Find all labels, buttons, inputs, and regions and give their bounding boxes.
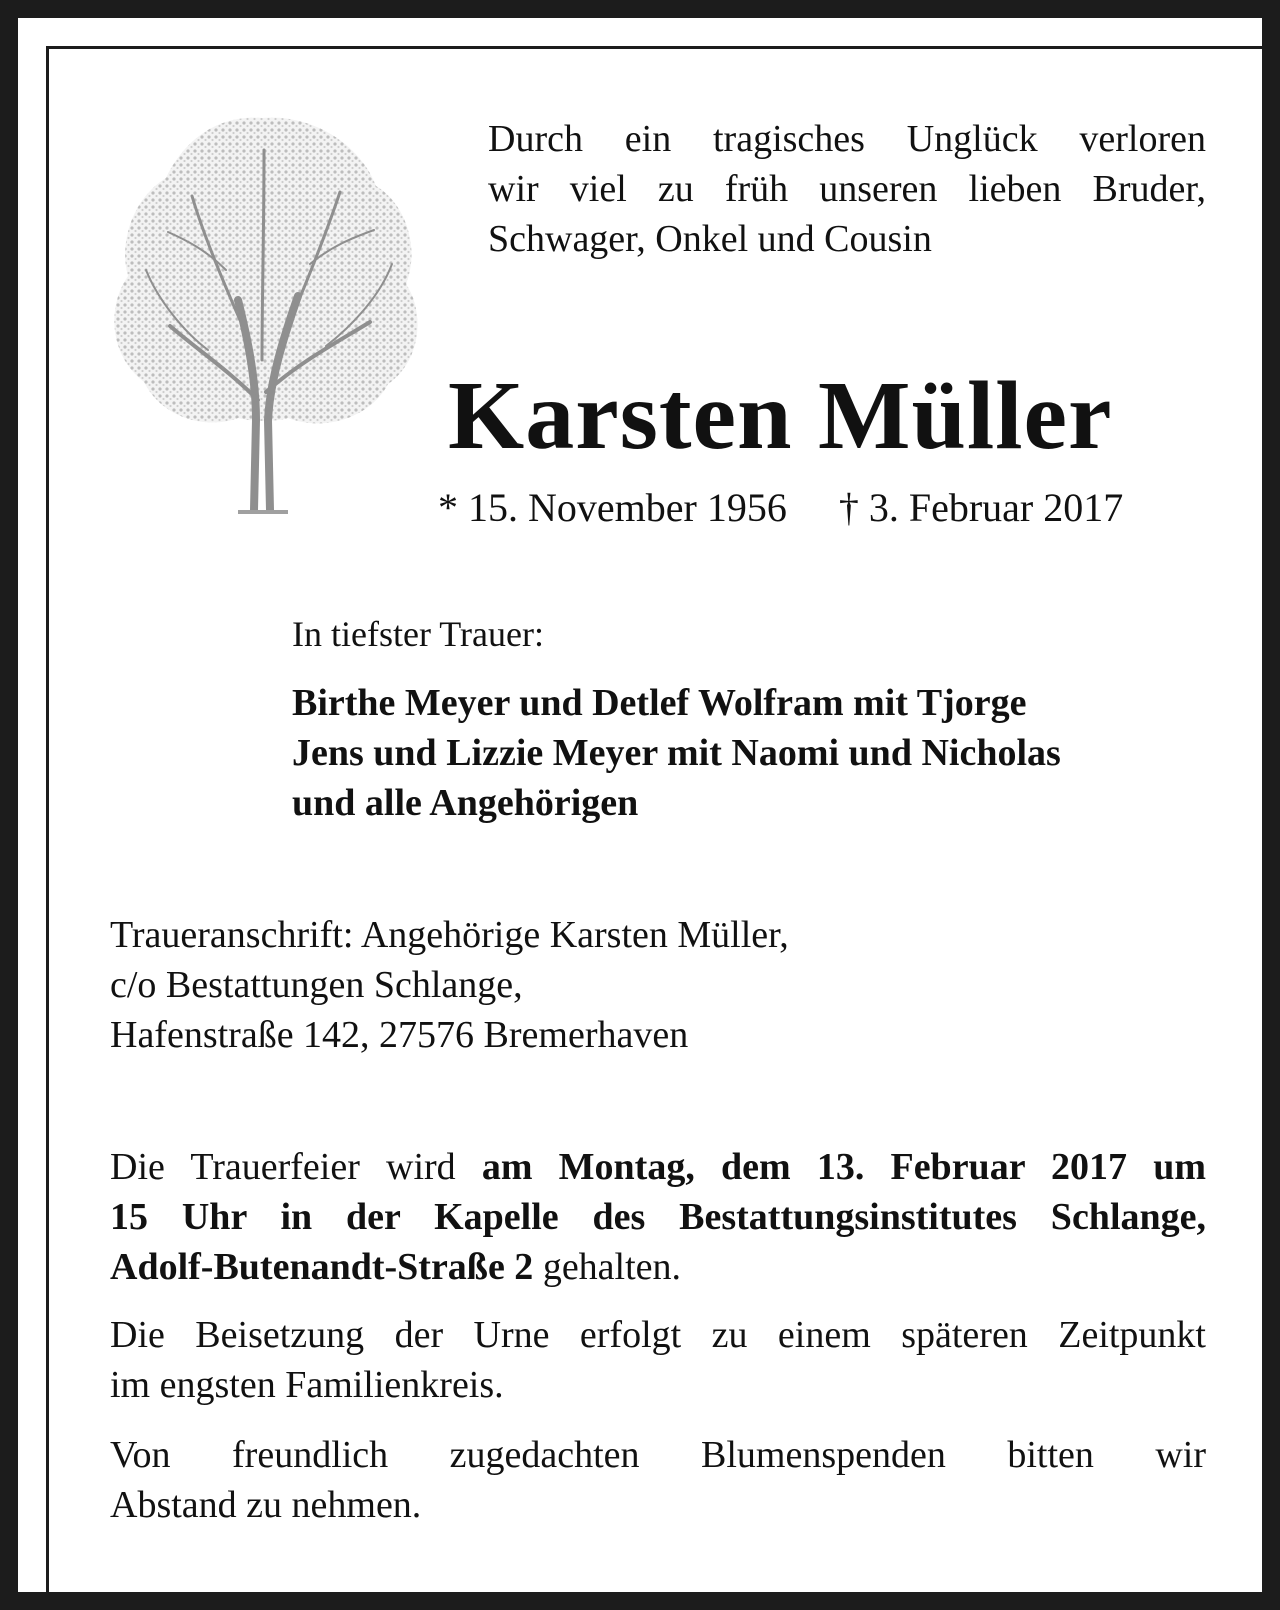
service-line bbox=[110, 1192, 1206, 1242]
intro-line: wir viel zu früh unseren lieben Bruder, bbox=[488, 168, 1206, 210]
life-dates bbox=[438, 483, 1198, 533]
service-bold: 15 Uhr in der Kapelle des Bestattungsinstitutes Schlange, bbox=[110, 1196, 1206, 1238]
intro-text bbox=[488, 114, 1206, 264]
service-plain: gehalten. bbox=[533, 1246, 682, 1288]
flowers-line: Von freundlich zugedachten Blumenspenden bitten wir bbox=[110, 1434, 1206, 1476]
intro-line: Schwager, Onkel und Cousin bbox=[488, 218, 932, 260]
urne-line: Die Beisetzung der Urne erfolgt zu einem späteren Zeitpunkt bbox=[110, 1314, 1206, 1356]
birth-date: * 15. November 1956 bbox=[438, 485, 787, 530]
mourners-list bbox=[292, 678, 1202, 828]
mourning-address bbox=[110, 910, 1010, 1060]
mourner-line: Birthe Meyer und Detlef Wolfram mit Tjorge bbox=[292, 682, 1027, 724]
address-line: Traueranschrift: Angehörige Karsten Müller, bbox=[110, 914, 789, 956]
death-date: † 3. Februar 2017 bbox=[838, 485, 1124, 530]
service-bold: am Montag, dem 13. Februar 2017 um bbox=[481, 1146, 1206, 1188]
mourner-line: Jens und Lizzie Meyer mit Naomi und Nicholas bbox=[292, 732, 1061, 774]
flowers-request-text bbox=[110, 1430, 1206, 1530]
address-line: Hafenstraße 142, 27576 Bremerhaven bbox=[110, 1014, 689, 1056]
funeral-service-text bbox=[110, 1142, 1206, 1292]
mourner-line: und alle Angehörigen bbox=[292, 782, 639, 824]
service-plain: Die Trauerfeier wird bbox=[110, 1146, 482, 1188]
urne-line: im engsten Familienkreis. bbox=[110, 1364, 504, 1406]
mourning-label: In tiefster Trauer: bbox=[292, 614, 544, 654]
flowers-line: Abstand zu nehmen. bbox=[110, 1484, 422, 1526]
intro-line: Durch ein tragisches Unglück verloren bbox=[488, 118, 1206, 160]
service-line bbox=[110, 1242, 1206, 1292]
urn-burial-text bbox=[110, 1310, 1206, 1410]
address-line: c/o Bestattungen Schlange, bbox=[110, 964, 523, 1006]
deceased-name: Karsten Müller bbox=[448, 362, 1113, 470]
tree-icon bbox=[88, 100, 438, 520]
service-bold: Adolf-Butenandt-Straße 2 bbox=[110, 1246, 534, 1288]
service-line bbox=[110, 1142, 1206, 1192]
